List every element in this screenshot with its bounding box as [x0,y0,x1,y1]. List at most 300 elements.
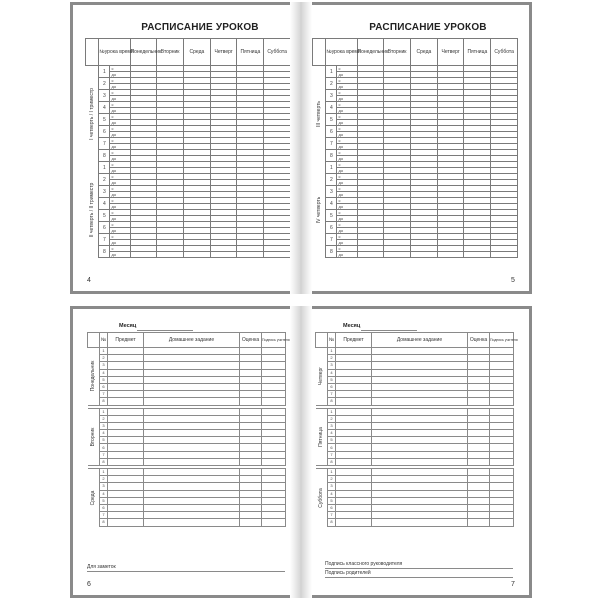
schedule-cell[interactable] [130,252,157,258]
subject-cell[interactable] [336,369,372,376]
grade-cell[interactable] [468,415,490,422]
lesson-row [88,369,286,376]
grade-cell[interactable] [468,408,490,415]
time-label: с [337,234,357,240]
grade-cell[interactable] [240,348,262,355]
homework-cell[interactable] [144,497,240,504]
signature-cell[interactable] [262,408,286,415]
lesson-row [316,483,514,490]
time-label: до [110,120,130,126]
signature-cell[interactable] [490,415,514,422]
lesson-row [88,504,286,511]
homework-cell[interactable] [372,519,468,526]
signature-cell[interactable] [490,362,514,369]
schedule-cell[interactable] [411,252,438,258]
signature-cell[interactable] [490,437,514,444]
homework-cell[interactable] [372,469,468,476]
grade-cell[interactable] [240,355,262,362]
grade-cell[interactable] [240,415,262,422]
schedule-cell[interactable] [437,252,464,258]
signature-cell[interactable] [262,437,286,444]
grade-cell[interactable] [468,512,490,519]
signature-cell[interactable] [490,458,514,465]
time-label: до [110,192,130,198]
signature-cell[interactable] [490,483,514,490]
grade-cell[interactable] [240,519,262,526]
subject-cell[interactable] [108,469,144,476]
subject-cell[interactable] [108,519,144,526]
homework-cell[interactable] [144,519,240,526]
schedule-table [85,38,291,258]
lesson-row [88,355,286,362]
subject-cell[interactable] [336,444,372,451]
lesson-number: 8 [99,150,110,162]
lesson-row [88,430,286,437]
homework-cell[interactable] [372,422,468,429]
signature-cell[interactable] [490,444,514,451]
lesson-number: 6 [99,126,110,138]
signature-cell[interactable] [262,430,286,437]
grade-cell[interactable] [240,398,262,405]
lesson-row [88,437,286,444]
time-label: с [337,126,357,132]
schedule-cell[interactable] [157,252,184,258]
schedule-cell[interactable] [184,252,211,258]
subject-cell[interactable] [108,476,144,483]
signature-cell[interactable] [490,490,514,497]
homework-cell[interactable] [144,376,240,383]
grade-cell[interactable] [468,422,490,429]
homework-cell[interactable] [372,362,468,369]
homework-cell[interactable] [372,451,468,458]
homework-cell[interactable] [144,490,240,497]
subject-cell[interactable] [108,348,144,355]
grade-cell[interactable] [240,376,262,383]
subject-cell[interactable] [336,408,372,415]
lesson-number: 1 [99,162,110,174]
grade-cell[interactable] [468,376,490,383]
day-header: Четверг [210,39,237,66]
homework-cell[interactable] [144,362,240,369]
lesson-row [88,415,286,422]
signature-cell[interactable] [262,483,286,490]
quarter-label: III четверть [315,100,322,127]
signature-cell[interactable] [262,504,286,511]
grade-cell[interactable] [240,476,262,483]
subject-cell[interactable] [336,430,372,437]
subject-cell[interactable] [108,458,144,465]
lesson-number: 7 [328,451,336,458]
grade-cell[interactable] [468,391,490,398]
month-label: Месяц [343,323,361,329]
lesson-number: 5 [328,376,336,383]
subject-cell[interactable] [336,383,372,390]
lesson-number: 1 [100,408,108,415]
signature-cell[interactable] [490,497,514,504]
lesson-row [88,348,286,355]
homework-cell[interactable] [372,355,468,362]
time-label: с [337,78,357,84]
subject-cell[interactable] [108,422,144,429]
subject-cell[interactable] [108,398,144,405]
lesson-number: 2 [100,355,108,362]
week-spread [70,306,532,598]
grade-cell[interactable] [240,497,262,504]
grade-cell[interactable] [240,408,262,415]
subject-cell[interactable] [108,369,144,376]
grade-cell[interactable] [468,355,490,362]
lesson-number: 7 [326,234,337,246]
lesson-row [316,369,514,376]
time-label: до [110,96,130,102]
homework-cell[interactable] [144,469,240,476]
subject-cell[interactable] [336,362,372,369]
grade-cell[interactable] [240,458,262,465]
homework-cell[interactable] [144,512,240,519]
lesson-row [88,362,286,369]
homework-cell[interactable] [144,415,240,422]
signature-cell[interactable] [490,348,514,355]
month-line [361,330,417,331]
homework-cell[interactable] [372,415,468,422]
homework-cell[interactable] [372,348,468,355]
subject-cell[interactable] [336,469,372,476]
signature-cell[interactable] [490,355,514,362]
signature-cell[interactable] [262,451,286,458]
grade-cell[interactable] [468,444,490,451]
grade-cell[interactable] [240,451,262,458]
subject-cell[interactable] [108,483,144,490]
time-label: до [337,240,357,246]
time-label: до [110,144,130,150]
signature-cell[interactable] [262,519,286,526]
time-label: с [110,90,130,96]
lesson-number: 1 [100,469,108,476]
signature-cell[interactable] [490,398,514,405]
grade-cell[interactable] [240,512,262,519]
homework-cell[interactable] [144,369,240,376]
day-label: Понедельник [90,360,97,392]
homework-cell[interactable] [372,369,468,376]
homework-cell[interactable] [144,348,240,355]
homework-cell[interactable] [372,483,468,490]
grade-cell[interactable] [468,504,490,511]
lesson-number: 1 [328,408,336,415]
schedule-cell[interactable] [264,252,291,258]
homework-cell[interactable] [144,437,240,444]
signature-cell[interactable] [262,497,286,504]
column-header-signature: Подпись учителя [490,333,514,348]
lesson-row [88,497,286,504]
header-row [316,333,514,348]
grade-cell[interactable] [240,430,262,437]
signature-cell[interactable] [262,376,286,383]
day-header: Суббота [264,39,291,66]
time-label: с [337,246,357,252]
time-label: до [337,72,357,78]
grade-cell[interactable] [240,422,262,429]
signature-cell[interactable] [262,458,286,465]
subject-cell[interactable] [336,512,372,519]
subject-cell[interactable] [336,504,372,511]
homework-cell[interactable] [144,504,240,511]
schedule-cell[interactable] [237,252,264,258]
signature-cell[interactable] [490,391,514,398]
signature-cell[interactable] [490,369,514,376]
subject-cell[interactable] [108,391,144,398]
header-blank [313,39,326,66]
signature-cell[interactable] [262,383,286,390]
homework-cell[interactable] [372,444,468,451]
homework-cell[interactable] [372,490,468,497]
subject-cell[interactable] [336,490,372,497]
lesson-row [316,430,514,437]
signature-cell[interactable] [490,504,514,511]
quarter-label: I четверть / I триместр [88,87,95,140]
subject-cell[interactable] [108,355,144,362]
signature-cell[interactable] [262,348,286,355]
signature-cell[interactable] [490,512,514,519]
homework-cell[interactable] [144,451,240,458]
subject-cell[interactable] [108,362,144,369]
homework-cell[interactable] [144,391,240,398]
subject-cell[interactable] [336,437,372,444]
lesson-row [316,519,514,526]
subject-cell[interactable] [336,376,372,383]
signature-cell[interactable] [490,476,514,483]
homework-cell[interactable] [372,398,468,405]
page-number: 6 [87,581,91,588]
lesson-number: 5 [99,114,110,126]
time-label: с [337,66,357,72]
book-gutter [290,2,312,294]
subject-cell[interactable] [108,383,144,390]
lesson-row [88,398,286,405]
grade-cell[interactable] [468,483,490,490]
lesson-number: 4 [100,430,108,437]
lesson-number: 7 [328,391,336,398]
subject-cell[interactable] [108,512,144,519]
subject-cell[interactable] [108,376,144,383]
signature-cell[interactable] [490,451,514,458]
signature-cell[interactable] [262,415,286,422]
subject-cell[interactable] [336,519,372,526]
lesson-number: 4 [326,102,337,114]
lesson-row [316,376,514,383]
grade-cell[interactable] [468,458,490,465]
subject-cell[interactable] [336,415,372,422]
grade-cell[interactable] [468,437,490,444]
signature-cell[interactable] [262,398,286,405]
homework-cell[interactable] [144,408,240,415]
subject-cell[interactable] [108,497,144,504]
header-blank [88,333,100,348]
subject-cell[interactable] [336,391,372,398]
lesson-number: 8 [328,458,336,465]
grade-cell[interactable] [468,519,490,526]
grade-cell[interactable] [240,437,262,444]
lesson-number: 5 [100,376,108,383]
subject-cell[interactable] [336,451,372,458]
time-label: с [337,186,357,192]
homework-cell[interactable] [144,422,240,429]
column-header-signature: Подпись учителя [262,333,286,348]
time-label: с [110,174,130,180]
grade-cell[interactable] [468,430,490,437]
lesson-number: 5 [328,497,336,504]
grade-cell[interactable] [240,490,262,497]
homework-cell[interactable] [144,430,240,437]
subject-cell[interactable] [336,476,372,483]
lesson-row [88,391,286,398]
lesson-row [88,469,286,476]
signature-cell[interactable] [262,476,286,483]
subject-cell[interactable] [108,430,144,437]
lesson-number: 5 [100,437,108,444]
signature-cell[interactable] [262,422,286,429]
lesson-number: 8 [100,458,108,465]
schedule-cell[interactable] [491,252,518,258]
homework-cell[interactable] [372,391,468,398]
lesson-row [316,469,514,476]
homework-cell[interactable] [372,408,468,415]
homework-cell[interactable] [144,458,240,465]
grade-cell[interactable] [240,444,262,451]
lesson-number: 4 [328,369,336,376]
homework-cell[interactable] [144,398,240,405]
homework-cell[interactable] [372,437,468,444]
signature-cell[interactable] [262,444,286,451]
signature-cell[interactable] [262,355,286,362]
grade-cell[interactable] [468,490,490,497]
subject-cell[interactable] [108,415,144,422]
lesson-row [316,497,514,504]
homework-cell[interactable] [372,458,468,465]
time-label: с [337,162,357,168]
signature-cell[interactable] [262,512,286,519]
signature-line [325,568,513,569]
grade-cell[interactable] [468,383,490,390]
schedule-table [312,38,518,258]
homework-cell[interactable] [144,383,240,390]
schedule-cell[interactable] [210,252,237,258]
homework-cell[interactable] [144,483,240,490]
schedule-cell[interactable] [464,252,491,258]
signature-line [325,577,513,578]
time-label: с [110,210,130,216]
signature-cell[interactable] [490,408,514,415]
subject-cell[interactable] [336,458,372,465]
homework-cell[interactable] [372,512,468,519]
schedule-cell[interactable] [384,252,411,258]
grade-cell[interactable] [468,451,490,458]
lesson-number: 2 [328,415,336,422]
lesson-number: 2 [326,174,337,186]
month-label: Месяц [119,323,137,329]
subject-cell[interactable] [108,490,144,497]
grade-cell[interactable] [468,398,490,405]
lesson-row [316,362,514,369]
column-header-grade: Оценка [240,333,262,348]
grade-cell[interactable] [240,383,262,390]
signature-cell[interactable] [490,376,514,383]
grade-cell[interactable] [240,504,262,511]
subject-cell[interactable] [108,437,144,444]
grade-cell[interactable] [468,362,490,369]
column-header-num: № [328,333,336,348]
signature-cell[interactable] [262,490,286,497]
signature-cell[interactable] [262,391,286,398]
subject-cell[interactable] [336,422,372,429]
grade-cell[interactable] [468,369,490,376]
grade-cell[interactable] [468,497,490,504]
homework-cell[interactable] [372,383,468,390]
homework-cell[interactable] [372,376,468,383]
homework-cell[interactable] [144,355,240,362]
subject-cell[interactable] [336,483,372,490]
time-label: до [110,168,130,174]
column-header-homework: Домашнее задание [372,333,468,348]
subject-cell[interactable] [336,355,372,362]
subject-cell[interactable] [108,444,144,451]
signature-cell[interactable] [490,422,514,429]
subject-cell[interactable] [108,504,144,511]
grade-cell[interactable] [240,483,262,490]
lesson-row [316,391,514,398]
grade-cell[interactable] [468,469,490,476]
signature-cell[interactable] [262,369,286,376]
lesson-number: 6 [328,504,336,511]
subject-cell[interactable] [108,451,144,458]
signature-cell[interactable] [490,519,514,526]
subject-cell[interactable] [336,398,372,405]
homework-cell[interactable] [372,504,468,511]
grade-cell[interactable] [240,469,262,476]
time-label: до [337,108,357,114]
lesson-number: 4 [328,490,336,497]
header-lesson-time [99,39,134,66]
schedule-cell[interactable] [357,252,384,258]
time-label: до [337,252,357,258]
signature-cell[interactable] [262,469,286,476]
lesson-row [88,512,286,519]
subject-cell[interactable] [336,497,372,504]
time-label: до [337,156,357,162]
homework-cell[interactable] [144,444,240,451]
grade-cell[interactable] [240,391,262,398]
lesson-number: 5 [326,210,337,222]
lesson-number: 8 [99,246,110,258]
signature-cell[interactable] [490,430,514,437]
signature-cell[interactable] [490,469,514,476]
signature-cell[interactable] [490,383,514,390]
grade-cell[interactable] [468,348,490,355]
lesson-row [88,422,286,429]
subject-cell[interactable] [336,348,372,355]
grade-cell[interactable] [240,362,262,369]
homework-cell[interactable] [372,497,468,504]
grade-cell[interactable] [468,476,490,483]
homework-cell[interactable] [144,476,240,483]
header-time: время [346,49,361,55]
subject-cell[interactable] [108,408,144,415]
homework-cell[interactable] [372,476,468,483]
lesson-row [316,398,514,405]
page-title: РАСПИСАНИЕ УРОКОВ [369,22,487,33]
homework-cell[interactable] [372,430,468,437]
grade-cell[interactable] [240,369,262,376]
signature-cell[interactable] [262,362,286,369]
